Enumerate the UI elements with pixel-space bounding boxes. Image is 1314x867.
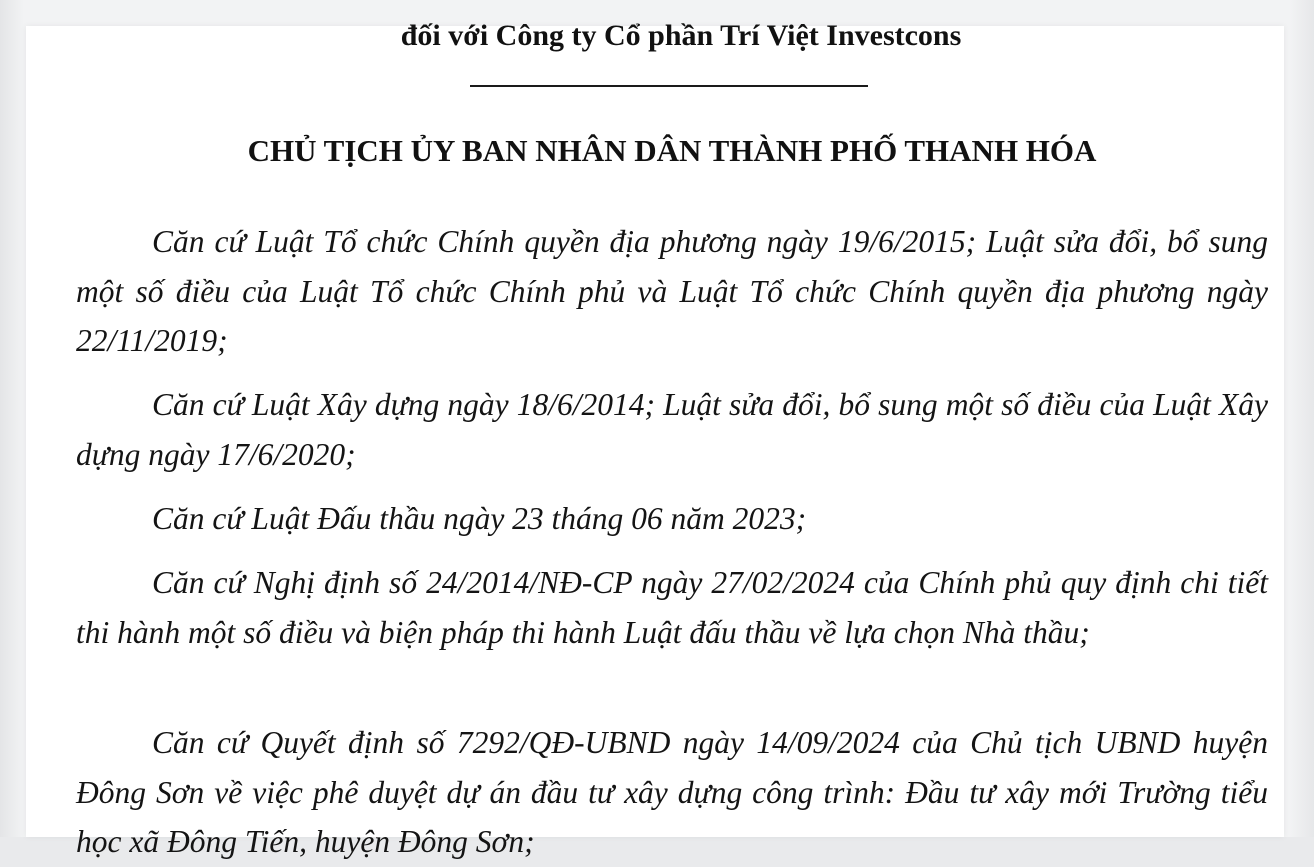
legal-basis-paragraph: Căn cứ Quyết định số 7292/QĐ-UBND ngày 14/09/2024 của Chủ tịch UBND huyện Đông Sơn về việc phê duyệt dự án đầu tư xây dựng công trình: Đầu tư xây mới Trường tiểu học xã Đông Tiến, huyện Đông Sơn; [76,725,1268,859]
legal-basis-paragraph: Căn cứ Luật Đấu thầu ngày 23 tháng 06 năm 2023; [152,501,807,536]
subject-underline [470,85,868,87]
issuer-heading: CHỦ TỊCH ỦY BAN NHÂN DÂN THÀNH PHỐ THANH HÓA [247,133,1097,168]
legal-basis-paragraph: Căn cứ Luật Tổ chức Chính quyền địa phương ngày 19/6/2015; Luật sửa đổi, bổ sung một số điều của Luật Tổ chức Chính phủ và Luật Tổ chức Chính quyền địa phương ngày 22/11/2019; [76,224,1268,358]
legal-basis-paragraph: Căn cứ Nghị định số 24/2014/NĐ-CP ngày 27/02/2024 của Chính phủ quy định chi tiết thi hành một số điều và biện pháp thi hành Luật đấu thầu về lựa chọn Nhà thầu; [76,565,1268,650]
document-page [26,19,1284,859]
document-subject-line: đối với Công ty Cổ phần Trí Việt Investcons [400,19,962,52]
legal-basis-paragraph: Căn cứ Luật Xây dựng ngày 18/6/2014; Luật sửa đổi, bổ sung một số điều của Luật Xây dựng ngày 17/6/2020; [76,387,1268,472]
